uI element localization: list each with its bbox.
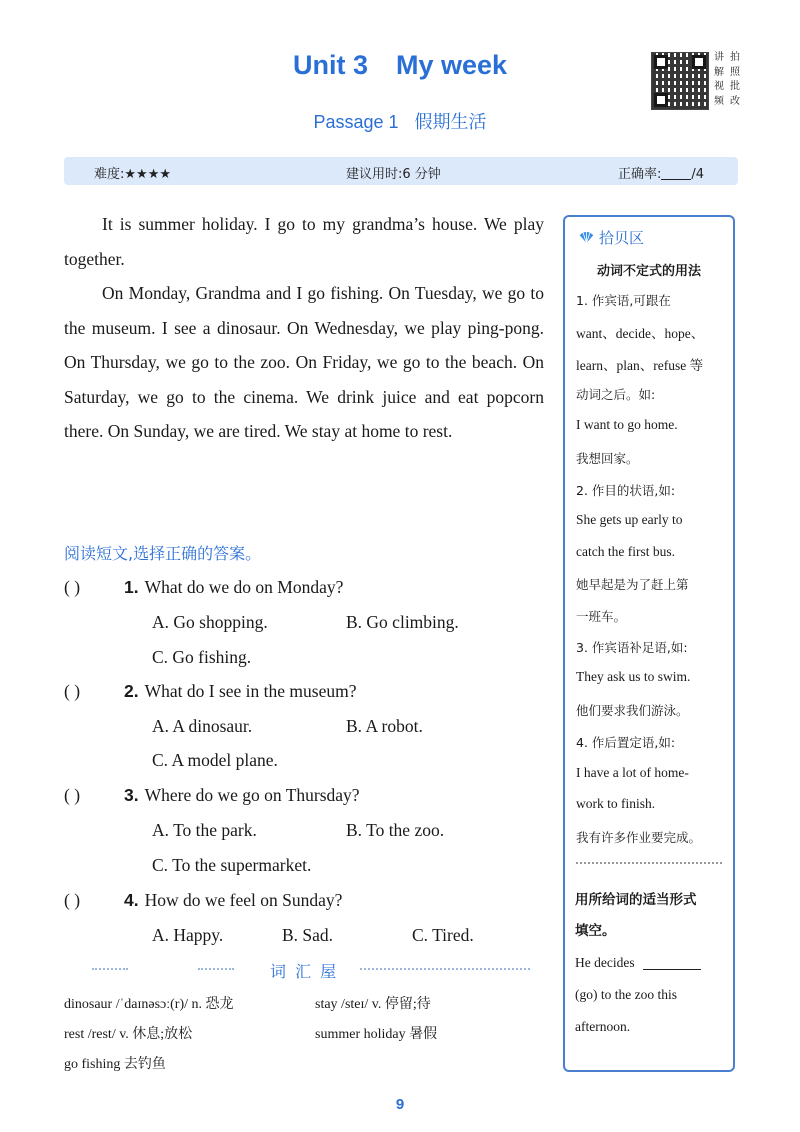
vocab-item: stay /steɪ/ v. 停留;待 [315, 997, 431, 1012]
option-1c: C. Go fishing. [152, 647, 252, 667]
sidebar-subheading: 动词不定式的用法 [596, 264, 701, 279]
option-3a: A. To the park. [152, 820, 257, 840]
sidebar-line: 2. 作目的状语,如: [576, 483, 676, 498]
sidebar-line: She gets up early to [576, 512, 683, 527]
vocab-item: summer holiday 暑假 [315, 1027, 438, 1042]
sidebar-line: 他们要求我们游泳。 [576, 703, 689, 718]
option-1b: B. Go climbing. [346, 612, 459, 632]
exercise-line: afternoon. [575, 1019, 631, 1034]
sidebar-line: They ask us to swim. [576, 669, 691, 684]
sidebar-line: work to finish. [576, 796, 656, 811]
qr-caption: 讲 拍 解 照 视 批 频 改 [714, 52, 740, 107]
option-4a: A. Happy. [152, 925, 224, 945]
accuracy: 正确率: /4 [618, 167, 705, 182]
sidebar-line: 她早起是为了赶上第 [576, 577, 689, 592]
exercise-line: (go) to the zoo this [575, 987, 677, 1002]
sidebar-line: I have a lot of home- [576, 765, 689, 780]
exercise-title: 填空。 [575, 923, 616, 939]
answer-blank[interactable]: ( ) [64, 785, 81, 805]
sidebar-line: 一班车。 [576, 609, 627, 624]
option-2b: B. A robot. [346, 716, 423, 736]
difficulty: 难度:★★★★ [94, 167, 172, 182]
answer-blank[interactable]: ( ) [64, 890, 81, 910]
exercise-title: 用所给词的适当形式 [575, 892, 697, 908]
accuracy-blank[interactable] [661, 168, 691, 180]
question-1: ( ) 1. What do we do on Monday? [64, 577, 344, 597]
answer-blank[interactable]: ( ) [64, 681, 81, 701]
unit-topic: My week [395, 50, 508, 80]
suggested-time: 建议用时:6 分钟 [346, 167, 441, 182]
star-icon: ★★★★ [124, 167, 172, 182]
sidebar-line: 4. 作后置定语,如: [576, 735, 676, 750]
fill-blank[interactable] [643, 956, 701, 970]
option-2a: A. A dinosaur. [152, 716, 253, 736]
sidebar-divider [576, 862, 722, 864]
sidebar-line: 3. 作宾语补足语,如: [576, 640, 688, 655]
sidebar-line: 1. 作宾语,可跟在 [576, 293, 671, 308]
sidebar-heading: 拾贝区 [578, 227, 644, 248]
divider [198, 968, 234, 970]
passage-paragraph-2: On Monday, Grandma and I go fishing. On Tuesday, we go to the museum. I see a dinosaur. On Wednesday, we play ping-pong. On Thursday, we go to the zoo. On Friday, we go to the beach. On Saturday, we go to the cinema. We drink juice and eat popcorn there. On Sunday, we are tired. We stay at home to rest. [64, 283, 544, 441]
divider [360, 968, 530, 970]
unit-number: Unit 3 [292, 50, 368, 80]
option-1a: A. Go shopping. [152, 612, 268, 632]
sidebar-line: 动词之后。如: [576, 387, 656, 402]
vocab-item: go fishing 去钓鱼 [64, 1057, 166, 1072]
vocab-item: dinosaur /ˈdaɪnəsɔː(r)/ n. 恐龙 [64, 997, 234, 1012]
sidebar-line: learn、plan、refuse 等 [576, 358, 704, 373]
sidebar-tips [563, 215, 735, 1072]
option-3c: C. To the supermarket. [152, 855, 312, 875]
option-2c: C. A model plane. [152, 750, 278, 770]
sidebar-line: 我有许多作业要完成。 [576, 830, 702, 845]
shell-icon [578, 230, 595, 244]
option-3b: B. To the zoo. [346, 820, 445, 840]
sidebar-line: 我想回家。 [576, 451, 639, 466]
passage-paragraph-1: It is summer holiday. I go to my grandma’s house. We play together. [64, 214, 544, 269]
sidebar-line: catch the first bus. [576, 544, 675, 559]
exercise-line: He decides [575, 955, 725, 971]
sidebar-line: want、decide、hope、 [576, 326, 705, 341]
answer-blank[interactable]: ( ) [64, 577, 81, 597]
info-bar [64, 157, 738, 185]
page-number: 9 [395, 1096, 405, 1113]
passage-label: Passage 1 [313, 112, 399, 132]
question-3: ( ) 3. Where do we go on Thursday? [64, 785, 360, 805]
question-2: ( ) 2. What do I see in the museum? [64, 681, 357, 701]
passage-title: 假期生活 [414, 112, 487, 132]
option-4b: B. Sad. [282, 925, 334, 945]
instruction: 阅读短文,选择正确的答案。 [64, 544, 262, 563]
passage-heading [0, 108, 800, 134]
option-4c: C. Tired. [412, 925, 474, 945]
vocab-item: rest /rest/ v. 休息;放松 [64, 1027, 193, 1042]
divider [92, 968, 128, 970]
reading-passage [64, 207, 544, 449]
question-4: ( ) 4. How do we feel on Sunday? [64, 890, 343, 910]
qr-code-icon[interactable] [651, 52, 709, 110]
vocab-heading: 词 汇 屋 [270, 962, 339, 981]
sidebar-line: I want to go home. [576, 417, 678, 432]
